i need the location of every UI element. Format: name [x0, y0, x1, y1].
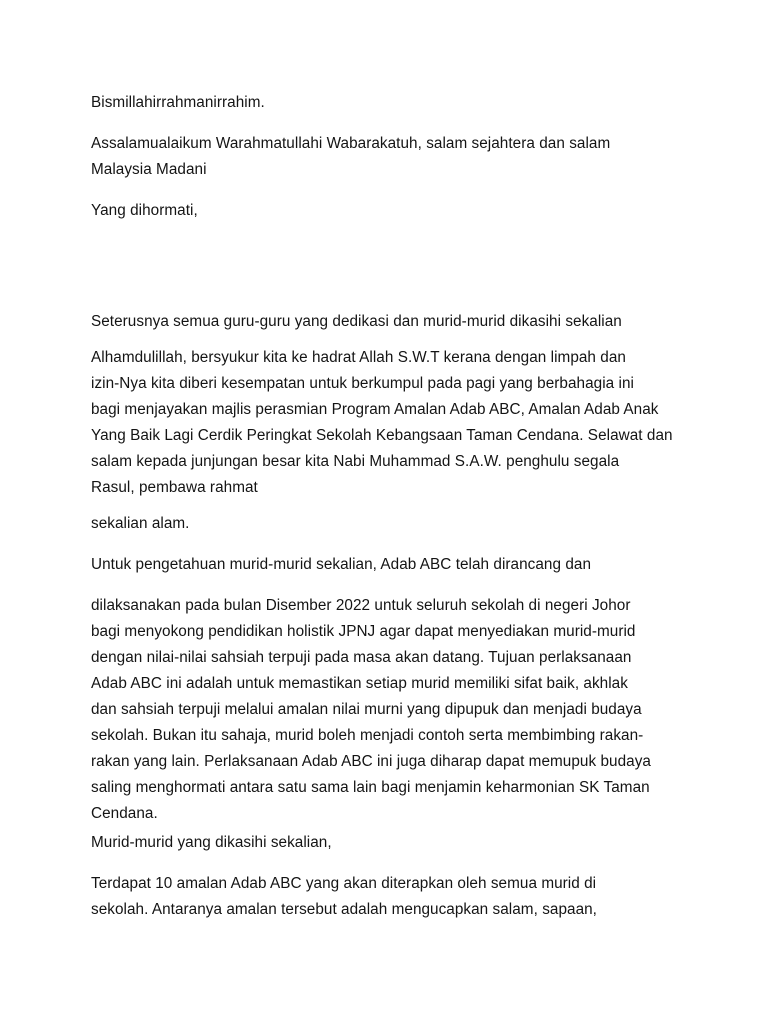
gratitude-paragraph [91, 345, 681, 501]
text-line: Murid-murid yang dikasihi sekalian, [91, 834, 332, 851]
text-line: Terdapat 10 amalan Adab ABC yang akan diterapkan oleh semua murid di [91, 875, 597, 892]
text-line: Yang dihormati, [91, 202, 198, 219]
salutation-paragraph [91, 198, 681, 224]
ten-practices-paragraph [91, 871, 681, 923]
text-line: izin-Nya kita diberi kesempatan untuk berkumpul pada pagi yang berbahagia ini [91, 375, 634, 392]
text-line: sekolah. Antaranya amalan tersebut adalah mengucapkan salam, sapaan, [91, 901, 597, 918]
text-line: Adab ABC ini adalah untuk memastikan setiap murid memiliki sifat baik, akhlak [91, 675, 628, 692]
text-line: Cendana. [91, 805, 158, 822]
text-line: Malaysia Madani [91, 161, 207, 178]
text-line: Bismillahirrahmanirrahim. [91, 94, 265, 111]
opening-basmalah-paragraph [91, 90, 681, 116]
text-line: bagi menjayakan majlis perasmian Program Amalan Adab ABC, Amalan Adab Anak [91, 401, 659, 418]
text-line: Yang Baik Lagi Cerdik Peringkat Sekolah Kebangsaan Taman Cendana. Selawat dan [91, 427, 673, 444]
text-line: rakan yang lain. Perlaksanaan Adab ABC ini juga diharap dapat memupuk budaya [91, 753, 651, 770]
text-line: sekolah. Bukan itu sahaja, murid boleh menjadi contoh serta membimbing rakan- [91, 727, 644, 744]
text-line: dengan nilai-nilai sahsiah terpuji pada masa akan datang. Tujuan perlaksanaan [91, 649, 632, 666]
adab-abc-purpose-paragraph [91, 593, 681, 827]
text-line: dan sahsiah terpuji melalui amalan nilai murni yang dipupuk dan menjadi budaya [91, 701, 642, 718]
continuation-paragraph [91, 511, 681, 537]
audience-paragraph [91, 309, 681, 335]
text-line: Assalamualaikum Warahmatullahi Wabarakatuh, salam sejahtera dan salam [91, 135, 611, 152]
text-line: salam kepada junjungan besar kita Nabi Muhammad S.A.W. penghulu segala [91, 453, 620, 470]
text-line: Untuk pengetahuan murid-murid sekalian, Adab ABC telah dirancang dan [91, 556, 592, 573]
text-line: Rasul, pembawa rahmat [91, 479, 258, 496]
address-students-paragraph [91, 830, 681, 856]
text-line: dilaksanakan pada bulan Disember 2022 untuk seluruh sekolah di negeri Johor [91, 597, 631, 614]
intro-adab-abc-paragraph [91, 552, 681, 578]
text-line: saling menghormati antara satu sama lain bagi menjamin keharmonian SK Taman [91, 779, 650, 796]
greeting-paragraph [91, 131, 681, 183]
text-line: sekalian alam. [91, 515, 190, 532]
text-line: bagi menyokong pendidikan holistik JPNJ agar dapat menyediakan murid-murid [91, 623, 636, 640]
text-line: Seterusnya semua guru-guru yang dedikasi dan murid-murid dikasihi sekalian [91, 313, 622, 330]
text-line: Alhamdulillah, bersyukur kita ke hadrat Allah S.W.T kerana dengan limpah dan [91, 349, 626, 366]
